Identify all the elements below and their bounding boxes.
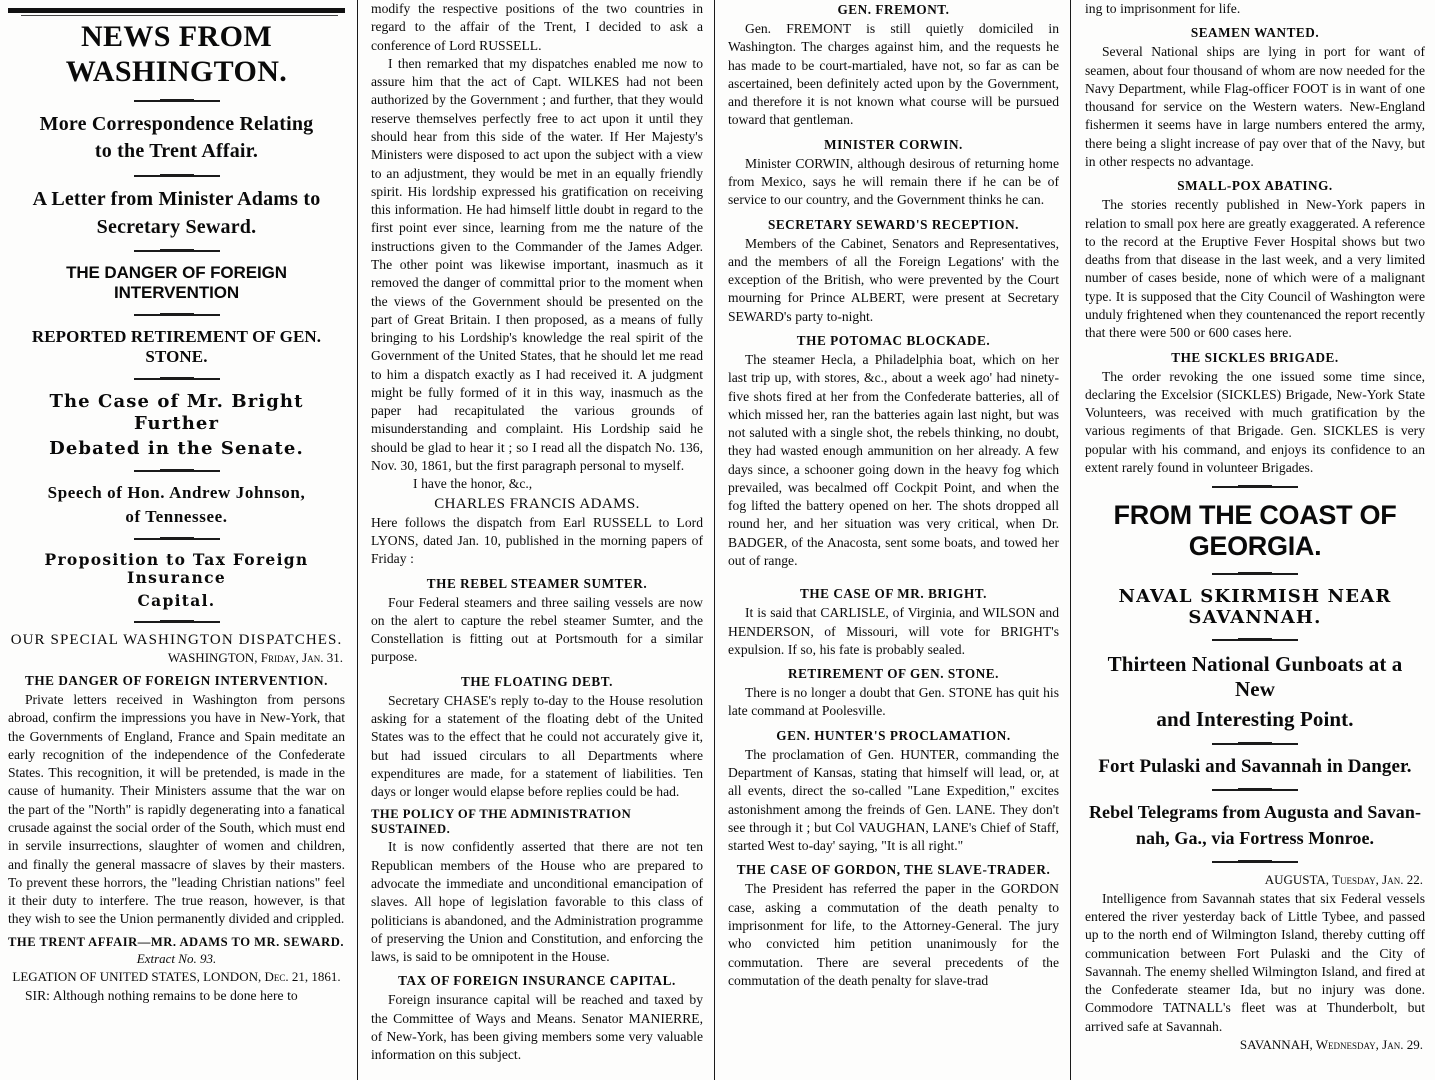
deck-rebel-telegrams-line2: nah, Ga., via Fortress Monroe. xyxy=(1135,827,1375,848)
deck-danger-foreign-intervention: THE DANGER OF FOREIGN INTERVENTION xyxy=(66,263,287,303)
extract-number: Extract No. 93. xyxy=(136,950,217,966)
deck-fort-pulaski-danger: Fort Pulaski and Savannah in Danger. xyxy=(1098,755,1412,777)
dateline-washington: WASHINGTON, Friday, Jan. 31. xyxy=(167,649,343,665)
deck-andrew-johnson-line1: Speech of Hon. Andrew Johnson, xyxy=(47,483,306,503)
divider-rule xyxy=(134,538,220,540)
paragraph-floating-debt: Secretary CHASE's reply to-day to the House resolution asking for a statement of the floating debt of the United States was to the effect that he could not accurately give it, but had issued circulars to all Departments where expenditures are made, for a statement of liabilities. Ten days or longer would elapse before replies could be had. xyxy=(371,692,703,800)
closing-honor-line: I have the honor, &c., xyxy=(413,476,533,492)
deck-adams-letter-line2: Secretary Seward. xyxy=(96,215,257,238)
deck-tax-foreign-insurance-line2: Capital. xyxy=(137,590,216,610)
subhead-danger-foreign-intervention: THE DANGER OF FOREIGN INTERVENTION. xyxy=(25,672,328,688)
deck-naval-skirmish-savannah: NAVAL SKIRMISH NEAR SAVANNAH. xyxy=(1118,586,1392,629)
paragraph-minister-corwin: Minister CORWIN, although desirous of returning home from Mexico, says he will remain there if he can be of service to our country, and the Government thinks he can. xyxy=(728,155,1059,208)
deck-mr-bright-line1: The Case of Mr. Bright Further xyxy=(49,391,304,434)
divider-rule xyxy=(134,378,220,380)
paragraph-tax-foreign-insurance: Foreign insurance capital will be reached and taxed by the Committee of Ways and Means. Senator MANIERRE, of New-York, has been giving members some very valuable information on this subject. xyxy=(371,992,703,1063)
paragraph-sickles-brigade: The order revoking the one issued some time since, declaring the Excelsior (SICKLES) Brigade, New-York State Volunteers, was received with much gratification by the various regiments of that Brigade. Gen. SICKLES is very popular with his command, and enjoys its confidence to an extent rarely found in volunteer Brigades. xyxy=(1085,368,1425,475)
deck-retirement-gen-stone: REPORTED RETIREMENT OF GEN. STONE. xyxy=(31,327,322,367)
divider-rule xyxy=(1212,639,1298,641)
paragraph-gen-fremont: Gen. FREMONT is still quietly domiciled in Washington. The charges against him, and the requests he has made to be court-martialed, have not, so far as can be ascertained, been definitely acted upon by the Government, and therefore it is not known what course will be pursued toward that gentleman. xyxy=(728,21,1059,128)
subhead-seamen-wanted: SEAMEN WANTED. xyxy=(1190,25,1320,41)
subhead-small-pox-abating: SMALL-POX ABATING. xyxy=(1177,178,1333,194)
subhead-floating-debt: THE FLOATING DEBT. xyxy=(461,673,613,689)
divider-rule xyxy=(1212,861,1298,863)
subhead-sickles-brigade: THE SICKLES BRIGADE. xyxy=(1171,349,1339,365)
paragraph-i-then-remarked: I then remarked that my dispatches enabled me now to assure him that the act of Capt. WILKES had not been authorized by the Government ; and further, that they would reserve themselves perfectly free to act upon it until they should hear from this side of the water. If Her Majesty's Ministers were disposed to act upon the subject with a view to an adjustment, they would be met in an equally friendly spirit. His lordship expressed his gratification on receiving this information. He had himself little doubt in regard to the first point ever since, learning from me the nature of the instructions given to the Commander of the James Adger. The other point was likewise important, inasmuch as it removed the danger of committal prior to the moment when the views of the Government should be presented on the part of Great Britain. I then proposed, as a means of fully bringing to his Lordship's knowledge the real spirit of the Government of the United States, that he should let me read to him a dispatch exactly as I had received it. A judgment might be fully formed of it in this way, inasmuch as the paper had recapitulated the various grounds of misunderstanding and complaint. His Lordship said he should be glad to hear it ; so I read all the dispatch No. 136, Nov. 30, 1861, but the first paragraph personal to myself. xyxy=(371,55,703,474)
divider-rule xyxy=(134,314,220,316)
paragraph-seamen-wanted: Several National ships are lying in port for want of seamen, about four thousand of whom are now needed for the Navy Department, while Flag-officer FOOT is in want of one thousand for service on the Western waters. New-England fishermen it seems have in large numbers entered the army, there being a slight increase of pay over that of the Navy, but in other respects no advantage. xyxy=(1085,44,1425,169)
headline-news-from-washington: NEWS FROM WASHINGTON. xyxy=(65,20,288,89)
paragraph-continued-imprisonment: ing to imprisonment for life. xyxy=(1085,1,1241,16)
paragraph-gen-hunter-proclamation: The proclamation of Gen. HUNTER, commanding the Department of Kansas, stating that himself will lead, or, at all events, direct the so-called "Lane Expedition," excites astonishment among the freinds of Gen. LANE. They don't see through it ; but Col VAUGHAN, LANE's Chief of Staff, started West to-day' saying, "It is all right." xyxy=(728,746,1059,854)
paragraph-danger-foreign-intervention: Private letters received in Washington from persons abroad, confirm the impressions you have in New-York, that the Governments of England, France and Spain meditate an early recognition of the independence of the Confederate States. This recognition, it will be pretended, is made in the cause of humanity. Their Ministers assume that the war on the part of the "North" is rapidly degenerating into a fanatical crusade against the social order of the South, which must end in servile insurrections, slaughter of women and children, and finally the general massacre of slaves by their masters. To prevent these horrors, the "leading Christian nations" feel it their duty to interfere. The true reason, however, is that they wish to see the Union permanently divided and crippled. xyxy=(8,691,345,927)
headline-from-coast-of-georgia: FROM THE COAST OF GEORGIA. xyxy=(1113,500,1397,562)
subhead-rebel-steamer-sumter: THE REBEL STEAMER SUMTER. xyxy=(426,575,648,591)
paragraph-seward-reception: Members of the Cabinet, Senators and Representatives, and the members of all the Foreign Legations' with the exception of the British, who were prevented by the Court mourning for Prince ALBERT, were present at Secretary SEWARD's party to-night. xyxy=(728,235,1059,324)
subhead-case-of-gordon: THE CASE OF GORDON, THE SLAVE-TRADER. xyxy=(736,862,1051,878)
subhead-policy-administration-sustained: THE POLICY OF THE ADMINISTRATION SUSTAINED. xyxy=(371,807,632,837)
subhead-potomac-blockade: THE POTOMAC BLOCKADE. xyxy=(796,332,991,348)
deck-thirteen-gunboats-line2: and Interesting Point. xyxy=(1156,706,1354,731)
deck-thirteen-gunboats-line1: Thirteen National Gunboats at a New xyxy=(1107,652,1403,702)
column-4 xyxy=(1070,0,1435,1080)
paragraph-retirement-gen-stone: There is no longer a doubt that Gen. STONE has quit his late command at Poolesville. xyxy=(728,685,1059,719)
deck-tax-foreign-insurance-line1: Proposition to Tax Foreign Insurance xyxy=(44,550,309,588)
divider-rule xyxy=(134,175,220,177)
dateline-legation-london: LEGATION OF UNITED STATES, LONDON, Dec. 21, 1861. xyxy=(12,968,341,984)
divider-rule xyxy=(134,250,220,252)
paragraph-case-of-mr-bright: It is said that CARLISLE, of Virginia, and WILSON and HENDERSON, of Missouri, will vote for BRIGHT's expulsion. If so, his fate is probably sealed. xyxy=(728,605,1059,657)
divider-rule xyxy=(134,100,220,102)
subhead-gen-hunter-proclamation: GEN. HUNTER'S PROCLAMATION. xyxy=(776,727,1011,743)
masthead-rule xyxy=(8,8,345,13)
paragraph-rebel-steamer-sumter: Four Federal steamers and three sailing vessels are now on the alert to capture the rebel steamer Sumter, and the Constellation is fitting out at Portsmouth for a similar purpose. xyxy=(371,594,703,665)
paragraph-policy-administration: It is now confidently asserted that there are not ten Republican members of the House who are prepared to advocate the immediate and unconditional emancipation of slaves. All hope of legislation favorable to this class of politicians is abandoned, and the Administration programme of preserving the Union and Constitution, and enforcing the laws, is said to be omnipotent in the House. xyxy=(371,839,703,965)
signature-charles-francis-adams: CHARLES FRANCIS ADAMS. xyxy=(434,495,640,512)
dateline-augusta: AUGUSTA, Tuesday, Jan. 22. xyxy=(1264,871,1423,887)
subhead-tax-foreign-insurance-capital: TAX OF FOREIGN INSURANCE CAPITAL. xyxy=(398,973,676,989)
paragraph-potomac-blockade: The steamer Hecla, a Philadelphia boat, which on her last trip up, with stores, &c., about a week ago' had ninety-five shots fired at her from the Confederate batteries, all of which missed her, ran the batteries again last night, but was not saluted with a single shot, the rebels thinking, no doubt, they had wasted enough ammunition on her already. A few days since, a schooner going down in the heavy fog which prevailed, was becalmed off Cockpit Point, and when the fog lifted the battery opened on her. The shots dropped all round her, and her situation was very critical, when Dr. BADGER, of the Anacosta, sent some boats, and towed her out of range. xyxy=(728,351,1059,569)
subhead-seward-reception: SECRETARY SEWARD'S RECEPTION. xyxy=(767,216,1020,232)
column-3 xyxy=(714,0,1070,1080)
dateline-savannah: SAVANNAH, Wednesday, Jan. 29. xyxy=(1239,1036,1423,1052)
subhead-minister-corwin: MINISTER CORWIN. xyxy=(824,136,963,152)
column-1 xyxy=(0,0,357,1080)
column-2 xyxy=(357,0,714,1080)
divider-rule xyxy=(1212,486,1298,488)
divider-rule xyxy=(1212,743,1298,745)
subhead-trent-affair-adams-seward: THE TRENT AFFAIR—MR. ADAMS TO MR. SEWARD. xyxy=(8,934,344,949)
deck-adams-letter-line1: A Letter from Minister Adams to xyxy=(32,187,321,210)
divider-rule xyxy=(1212,789,1298,791)
divider-rule xyxy=(134,621,220,623)
paragraph-savannah-intelligence: Intelligence from Savannah states that six Federal vessels entered the river yesterday back of Little Tybee, and passed up to the north end of Wilmington Island, thereby cutting off communication between Fort Pulaski and the City of Savannah. The enemy shelled Wilmington Island, and fired at the Confederate steamer Ida, but no injury was done. Commodore TATNALL's fleet was at Thunderbolt, but arrived safe at Savannah. xyxy=(1085,890,1425,1034)
subhead-retirement-gen-stone: RETIREMENT OF GEN. STONE. xyxy=(788,666,999,682)
deck-mr-bright-line2: Debated in the Senate. xyxy=(49,437,304,459)
paragraph-sir-opening: SIR: Although nothing remains to be done here to xyxy=(25,987,298,1003)
divider-rule xyxy=(1212,573,1298,575)
paragraph-case-of-gordon: The President has referred the paper in the GORDON case, asking a commutation of the death penalty to imprisonment for life, to the Attorney-General. The jury who convicted him petition unanimously for the commutation. There are several precedents of the commutation of the death penalty for slave-trad xyxy=(728,881,1059,988)
section-head-special-dispatches: OUR SPECIAL WASHINGTON DISPATCHES. xyxy=(10,631,343,648)
deck-trent-affair-line2: to the Trent Affair. xyxy=(94,140,259,163)
paragraph-continued-modify: modify the respective positions of the two countries in regard to the affair of the Trent, I decided to ask a conference of Lord RUSSELL. xyxy=(371,1,703,53)
paragraph-here-follows-dispatch: Here follows the dispatch from Earl RUSSELL to Lord LYONS, dated Jan. 10, published in the morning papers of Friday : xyxy=(371,514,703,567)
paragraph-small-pox-abating: The stories recently published in New-York papers in relation to small pox here are greatly exaggerated. A reference to the record at the Eruptive Fever Hospital shows but two deaths from that disease in the last week, and a very limited number of cases beside, none of which were of a malignant type. It is supposed that the City Council of Washington were unduly frightened when they countenanced the report recently that there were 500 or 600 cases here. xyxy=(1085,197,1425,341)
divider-rule xyxy=(134,470,220,472)
deck-andrew-johnson-line2: of Tennessee. xyxy=(125,507,228,527)
deck-trent-affair-line1: More Correspondence Relating xyxy=(39,112,314,135)
subhead-gen-fremont: GEN. FREMONT. xyxy=(837,2,950,17)
subhead-case-of-mr-bright: THE CASE OF MR. BRIGHT. xyxy=(799,586,988,602)
deck-rebel-telegrams-line1: Rebel Telegrams from Augusta and Savan- xyxy=(1088,801,1422,822)
